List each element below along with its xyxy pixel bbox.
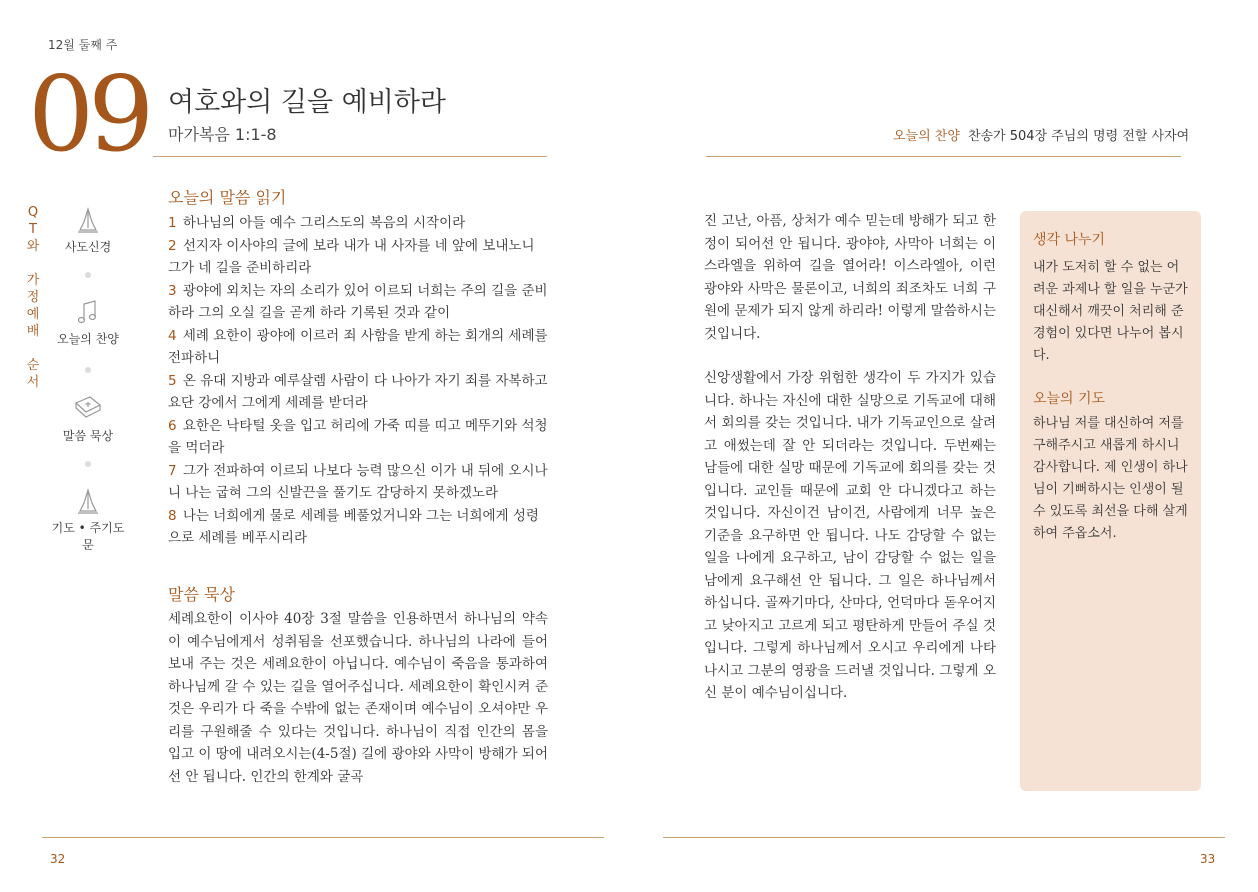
meditation-heading: 말씀 묵상 — [168, 585, 235, 604]
sidebar-vertical-title: Q T 와 가 정 예 배 순 서 — [26, 205, 40, 390]
sidebar-dot — [85, 272, 91, 278]
week-label: 12월 둘째 주 — [48, 38, 118, 52]
hymn-text: 찬송가 504장 주님의 명령 전할 사자여 — [967, 129, 1190, 144]
scripture-reference: 마가복음 1:1-8 — [168, 125, 277, 144]
prayer-text: 하나님 저를 대신하여 저를 구해주시고 새롭게 하시니 감사합니다. 제 인생이 하나님이 기뻐하시는 인생이 될 수 있도록 최선을 다해 살게 하여 주옵소서. — [1033, 416, 1188, 541]
sidebar-item-hymn — [48, 298, 128, 347]
page-number-right: 33 — [1200, 852, 1216, 866]
verse: 1 하나님의 아들 예수 그리스도의 복음의 시작이라 — [168, 215, 466, 231]
bible-icon — [72, 393, 104, 423]
page-title: 여호와의 길을 예비하라 — [168, 87, 446, 118]
meditation-continued-paragraph: 진 고난, 아픔, 상처가 예수 믿는데 방해가 되고 한정이 되어선 안 됩니다. 광야야, 사막아 너희는 이스라엘을 위하여 길을 열어라! 이스라엘아, 이런 광야와 사막은 물론이고, 너희의 죄조차도 너희 구원에 문제가 되지 않게 하리라! 이렇게 말씀하시는 것입니다. — [704, 213, 996, 342]
scripture-verses — [168, 212, 548, 550]
hymn-line — [893, 125, 1189, 144]
sidebar-item-label: 말씀 묵상 — [62, 429, 114, 443]
footer-divider-right — [663, 837, 1225, 838]
hymn-label: 오늘의 찬양 — [893, 129, 960, 144]
sidebar-item-label: 오늘의 찬양 — [57, 332, 119, 346]
verse: 6 요한은 낙타털 옷을 입고 허리에 가죽 띠를 띠고 메뚜기와 석청을 먹더라 — [168, 417, 548, 456]
meditation-paragraph-2: 신앙생활에서 가장 위험한 생각이 두 가지가 있습니다. 하나는 자신에 대한 실망으로 기독교에 대해서 회의를 갖는 것입니다. 내가 기독교인으로 살려고 애썼는데 잘 안 되더라는 것입니다. 두번째는 남들에 대한 실망 때문에 기독교에 회의를 갖는 것입니다. 교인들 때문에 교회 안 다니겠다고 하는 것입니다. 자신이건 남이건, 사람에게 너무 높은 기준을 요구하면 안 됩니다. 나도 감당할 수 없는 일을 나에게 요구하고, 남이 감당할 수 없는 일을 남에게 요구해선 안 됩니다. 그 일은 하나님께서 하십니다. 골짜기마다, 산마다, 언덕마다 돋우어지고 낮아지고 고르게 되고 평탄하게 만들어 주실 것입니다. 그렇게 하나님께서 오시고 우리에게 나타나시고 그분의 영광을 드러낼 것입니다. 그렇게 오신 분이 예수님이십니다. — [704, 370, 996, 701]
footer-divider-left — [42, 837, 604, 838]
verse: 8 나는 너희에게 물로 세례를 베풀었거니와 그는 너희에게 성령으로 세례를 베푸시리라 — [168, 507, 539, 546]
sidebar-item-label: 기도 • 주기도문 — [51, 521, 125, 552]
day-number: 09 — [28, 53, 149, 175]
meditation-text: 세례요한이 이사야 40장 3절 말씀을 인용하면서 하나님의 약속이 예수님에게서 성취됨을 선포했습니다. 하나님의 나라에 들어보내 주는 것은 세례요한이 아닙니다. 예수님이 죽음을 통과하여 하나님께 갈 수 있는 길을 열어주십니다. 세례요한이 확인시켜 준 것은 우리가 다 죽을 수밖에 없는 존재이며 예수님이 오셔야만 우리를 구원해줄 수 있다는 것입니다. 하나님이 직접 인간의 몸을 입고 이 땅에 내려오시는(4-5절) 길에 광야와 사막이 방해가 되어선 안 됩니다. 인간의 한계와 굴곡 — [168, 611, 548, 785]
verse: 7 그가 전파하여 이르되 나보다 능력 많으신 이가 내 뒤에 오시나니 나는 굽혀 그의 신발끈을 풀기도 감당하지 못하겠노라 — [168, 462, 548, 501]
verse: 2 선지자 이사야의 글에 보라 내가 내 사자를 네 앞에 보내노니 그가 네 길을 준비하리라 — [168, 237, 535, 276]
scripture-heading: 오늘의 말씀 읽기 — [168, 188, 287, 207]
sidebar-item-prayer — [48, 487, 128, 553]
sidebar-item-label: 사도신경 — [64, 240, 112, 254]
verse: 4 세례 요한이 광야에 이르러 죄 사함을 받게 하는 회개의 세례를 전파하니 — [168, 327, 548, 366]
prayer-heading: 오늘의 기도 — [1033, 391, 1106, 407]
meditation-continued — [704, 210, 996, 727]
verse: 5 온 유대 지방과 예루살렘 사람이 다 나아가 자기 죄를 자복하고 요단 강에서 그에게 세례를 받더라 — [168, 372, 548, 411]
sidebar-dot — [85, 367, 91, 373]
sidebar-item-meditation — [48, 393, 128, 444]
sharing-heading: 생각 나누기 — [1033, 232, 1106, 248]
sharing-text: 내가 도저히 할 수 없는 어려운 과제나 할 일을 누군가 대신해서 깨끗이 처리해 준 경험이 있다면 나누어 봅시다. — [1033, 260, 1188, 363]
discussion-box — [1020, 211, 1201, 791]
title-divider — [153, 156, 547, 157]
praying-hands-icon — [73, 487, 103, 515]
praying-hands-icon — [73, 206, 103, 234]
sidebar-item-creed — [48, 206, 128, 255]
hymn-divider — [706, 156, 1181, 157]
music-note-icon — [73, 298, 103, 326]
page-number-left: 32 — [50, 852, 66, 866]
sidebar-dot — [85, 461, 91, 467]
verse: 3 광야에 외치는 자의 소리가 있어 이르되 너희는 주의 길을 준비하라 그의 오실 길을 곧게 하라 기록된 것과 같이 — [168, 282, 548, 321]
